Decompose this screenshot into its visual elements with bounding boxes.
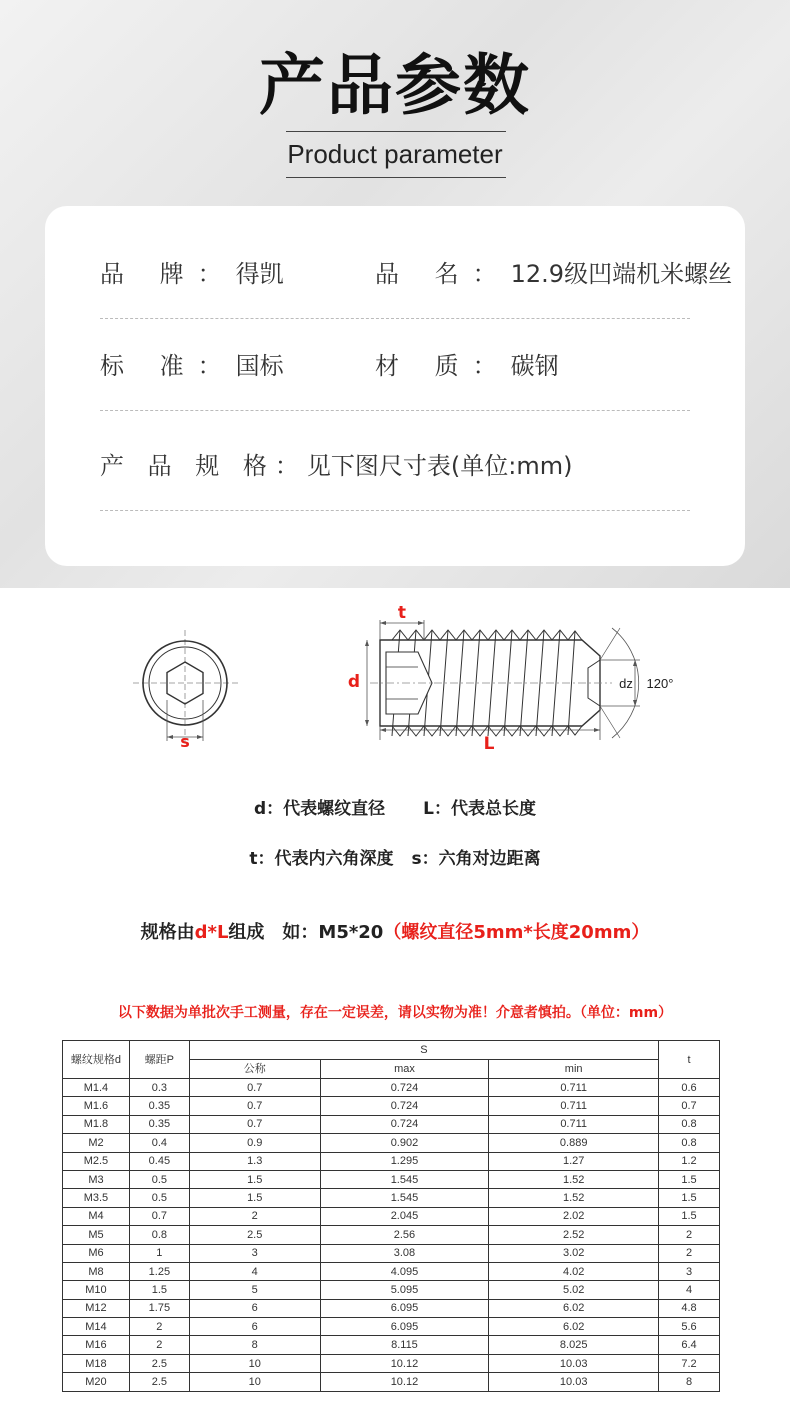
brand-label: 品 牌： xyxy=(100,260,236,288)
label-angle: 120° xyxy=(646,676,674,691)
cell-s-nominal: 10 xyxy=(189,1373,320,1391)
cell-t: 2 xyxy=(659,1226,720,1244)
cell-pitch: 0.8 xyxy=(129,1226,189,1244)
cell-t: 2 xyxy=(659,1244,720,1262)
cell-pitch: 0.5 xyxy=(129,1189,189,1207)
cell-t: 0.6 xyxy=(659,1079,720,1097)
cell-thread-spec: M4 xyxy=(63,1207,130,1225)
cell-s-max: 6.095 xyxy=(320,1299,489,1317)
cell-s-max: 10.12 xyxy=(320,1354,489,1372)
cell-s-nominal: 0.7 xyxy=(189,1115,320,1133)
cell-thread-spec: M3.5 xyxy=(63,1189,130,1207)
cell-s-min: 4.02 xyxy=(489,1262,659,1280)
header-s: S xyxy=(189,1041,658,1060)
table-row xyxy=(63,1115,720,1133)
table-row xyxy=(63,1336,720,1354)
table-row xyxy=(63,1152,720,1170)
example-prefix: 规格由 xyxy=(140,922,195,943)
divider xyxy=(100,318,690,319)
title-rule-bottom xyxy=(286,177,506,178)
table-row xyxy=(63,1134,720,1152)
cell-s-max: 0.724 xyxy=(320,1079,489,1097)
label-dz: dz xyxy=(619,676,633,691)
cell-t: 4 xyxy=(659,1281,720,1299)
cell-s-min: 3.02 xyxy=(489,1244,659,1262)
label-s: s xyxy=(180,732,190,751)
cell-pitch: 0.35 xyxy=(129,1097,189,1115)
measurement-notice: 以下数据为单批次手工测量，存在一定误差，请以实物为准！介意者慎拍。（单位：mm） xyxy=(117,1005,673,1021)
cell-s-nominal: 6 xyxy=(189,1299,320,1317)
header-min: min xyxy=(489,1060,659,1079)
cell-thread-spec: M5 xyxy=(63,1226,130,1244)
cell-s-max: 10.12 xyxy=(320,1373,489,1391)
page-subtitle: Product parameter xyxy=(287,139,503,169)
cell-pitch: 2 xyxy=(129,1336,189,1354)
cell-t: 0.8 xyxy=(659,1134,720,1152)
side-view xyxy=(348,603,674,754)
legend-line-1 xyxy=(0,794,790,819)
cell-pitch: 1.25 xyxy=(129,1262,189,1280)
cell-s-nominal: 1.3 xyxy=(189,1152,320,1170)
info-card xyxy=(45,206,745,566)
cell-t: 7.2 xyxy=(659,1354,720,1372)
spec-label: 产 品 规 格： xyxy=(100,452,307,480)
cell-s-max: 1.545 xyxy=(320,1189,489,1207)
cell-t: 1.2 xyxy=(659,1152,720,1170)
cell-thread-spec: M10 xyxy=(63,1281,130,1299)
cell-s-nominal: 2.5 xyxy=(189,1226,320,1244)
cell-s-max: 8.115 xyxy=(320,1336,489,1354)
cell-s-max: 6.095 xyxy=(320,1318,489,1336)
cell-thread-spec: M3 xyxy=(63,1170,130,1188)
cell-s-min: 1.52 xyxy=(489,1170,659,1188)
cell-s-nominal: 4 xyxy=(189,1262,320,1280)
page-title: 产品参数 xyxy=(259,47,531,124)
spec-table xyxy=(62,1040,720,1392)
legend-s: s：六角对边距离 xyxy=(411,849,541,869)
cell-s-max: 0.724 xyxy=(320,1097,489,1115)
cell-t: 5.6 xyxy=(659,1318,720,1336)
cell-pitch: 0.5 xyxy=(129,1170,189,1188)
cell-s-min: 2.52 xyxy=(489,1226,659,1244)
cell-s-nominal: 1.5 xyxy=(189,1189,320,1207)
cell-s-nominal: 0.7 xyxy=(189,1097,320,1115)
spec-table-body xyxy=(63,1079,720,1392)
divider xyxy=(100,410,690,411)
header-background xyxy=(0,0,790,588)
legend-t: t：代表内六角深度 xyxy=(249,849,394,869)
cell-s-nominal: 5 xyxy=(189,1281,320,1299)
cell-s-nominal: 2 xyxy=(189,1207,320,1225)
cell-s-min: 0.711 xyxy=(489,1097,659,1115)
cell-pitch: 2 xyxy=(129,1318,189,1336)
legend-L: L：代表总长度 xyxy=(423,799,536,819)
brand-value: 得凯 xyxy=(235,260,284,288)
product-name-row xyxy=(375,254,732,294)
table-row xyxy=(63,1189,720,1207)
cell-s-max: 1.295 xyxy=(320,1152,489,1170)
table-row xyxy=(63,1097,720,1115)
cell-s-max: 2.045 xyxy=(320,1207,489,1225)
table-row xyxy=(63,1318,720,1336)
cell-s-max: 0.902 xyxy=(320,1134,489,1152)
table-row xyxy=(63,1079,720,1097)
cell-t: 6.4 xyxy=(659,1336,720,1354)
divider xyxy=(100,510,690,511)
cell-thread-spec: M1.4 xyxy=(63,1079,130,1097)
cell-s-min: 10.03 xyxy=(489,1354,659,1372)
cell-thread-spec: M1.8 xyxy=(63,1115,130,1133)
cell-t: 0.8 xyxy=(659,1115,720,1133)
header-t: t xyxy=(659,1041,720,1079)
cell-s-min: 5.02 xyxy=(489,1281,659,1299)
standard-row xyxy=(100,346,284,386)
cell-pitch: 1.5 xyxy=(129,1281,189,1299)
cell-t: 1.5 xyxy=(659,1170,720,1188)
cell-s-min: 2.02 xyxy=(489,1207,659,1225)
cell-thread-spec: M16 xyxy=(63,1336,130,1354)
cell-pitch: 0.3 xyxy=(129,1079,189,1097)
table-row xyxy=(63,1299,720,1317)
example-mid: 组成 如：M5*20 xyxy=(228,922,384,943)
table-row xyxy=(63,1226,720,1244)
spec-row xyxy=(100,446,572,486)
cell-s-max: 5.095 xyxy=(320,1281,489,1299)
product-name-value: 12.9级凹端机米螺丝 xyxy=(510,260,733,288)
cell-s-min: 6.02 xyxy=(489,1299,659,1317)
table-row xyxy=(63,1281,720,1299)
cell-thread-spec: M18 xyxy=(63,1354,130,1372)
cell-pitch: 1.75 xyxy=(129,1299,189,1317)
material-label: 材 质： xyxy=(375,352,511,380)
cell-s-nominal: 3 xyxy=(189,1244,320,1262)
cell-thread-spec: M14 xyxy=(63,1318,130,1336)
end-view xyxy=(133,630,240,751)
cell-thread-spec: M2 xyxy=(63,1134,130,1152)
screw-diagram xyxy=(0,595,790,775)
cell-pitch: 0.35 xyxy=(129,1115,189,1133)
cell-t: 4.8 xyxy=(659,1299,720,1317)
table-row xyxy=(63,1373,720,1391)
cell-s-min: 8.025 xyxy=(489,1336,659,1354)
cell-s-min: 1.27 xyxy=(489,1152,659,1170)
table-row xyxy=(63,1262,720,1280)
cell-pitch: 1 xyxy=(129,1244,189,1262)
cell-pitch: 2.5 xyxy=(129,1354,189,1372)
material-row xyxy=(375,346,559,386)
spec-value: 见下图尺寸表(单位:mm) xyxy=(306,452,573,480)
cell-s-min: 6.02 xyxy=(489,1318,659,1336)
cell-s-max: 2.56 xyxy=(320,1226,489,1244)
cell-t: 1.5 xyxy=(659,1207,720,1225)
cell-thread-spec: M12 xyxy=(63,1299,130,1317)
header-nominal: 公称 xyxy=(189,1060,320,1079)
material-value: 碳钢 xyxy=(510,352,559,380)
cell-t: 0.7 xyxy=(659,1097,720,1115)
header-max: max xyxy=(320,1060,489,1079)
cell-s-min: 10.03 xyxy=(489,1373,659,1391)
label-t: t xyxy=(397,603,407,623)
table-row xyxy=(63,1354,720,1372)
cell-s-min: 0.711 xyxy=(489,1115,659,1133)
cell-t: 3 xyxy=(659,1262,720,1280)
brand-row xyxy=(100,254,284,294)
cell-s-nominal: 6 xyxy=(189,1318,320,1336)
legend-d: d：代表螺纹直径 xyxy=(253,799,386,819)
cell-pitch: 0.7 xyxy=(129,1207,189,1225)
cell-s-nominal: 8 xyxy=(189,1336,320,1354)
cell-s-nominal: 10 xyxy=(189,1354,320,1372)
cell-thread-spec: M6 xyxy=(63,1244,130,1262)
cell-thread-spec: M20 xyxy=(63,1373,130,1391)
cell-s-min: 0.711 xyxy=(489,1079,659,1097)
cell-s-max: 3.08 xyxy=(320,1244,489,1262)
table-row xyxy=(63,1244,720,1262)
standard-label: 标 准： xyxy=(100,352,236,380)
cell-s-min: 1.52 xyxy=(489,1189,659,1207)
cell-s-max: 4.095 xyxy=(320,1262,489,1280)
spec-example xyxy=(0,918,790,944)
cell-t: 8 xyxy=(659,1373,720,1391)
table-row xyxy=(63,1207,720,1225)
header-thread-spec: 螺纹规格d xyxy=(63,1041,130,1079)
header-pitch: 螺距P xyxy=(129,1041,189,1079)
title-rule-top xyxy=(286,131,506,132)
legend-line-2 xyxy=(0,844,790,869)
example-formula: d*L xyxy=(194,922,229,943)
table-row xyxy=(63,1170,720,1188)
cell-s-nominal: 1.5 xyxy=(189,1170,320,1188)
cell-s-max: 0.724 xyxy=(320,1115,489,1133)
label-L: L xyxy=(483,734,495,754)
cell-thread-spec: M8 xyxy=(63,1262,130,1280)
cell-t: 1.5 xyxy=(659,1189,720,1207)
standard-value: 国标 xyxy=(235,352,284,380)
label-d: d xyxy=(347,672,361,692)
cell-s-min: 0.889 xyxy=(489,1134,659,1152)
cell-pitch: 0.4 xyxy=(129,1134,189,1152)
cell-s-max: 1.545 xyxy=(320,1170,489,1188)
cell-thread-spec: M2.5 xyxy=(63,1152,130,1170)
cell-pitch: 2.5 xyxy=(129,1373,189,1391)
cell-pitch: 0.45 xyxy=(129,1152,189,1170)
product-name-label: 品 名： xyxy=(375,260,511,288)
cell-thread-spec: M1.6 xyxy=(63,1097,130,1115)
cell-s-nominal: 0.7 xyxy=(189,1079,320,1097)
example-detail: （螺纹直径5mm*长度20mm） xyxy=(383,922,650,943)
cell-s-nominal: 0.9 xyxy=(189,1134,320,1152)
